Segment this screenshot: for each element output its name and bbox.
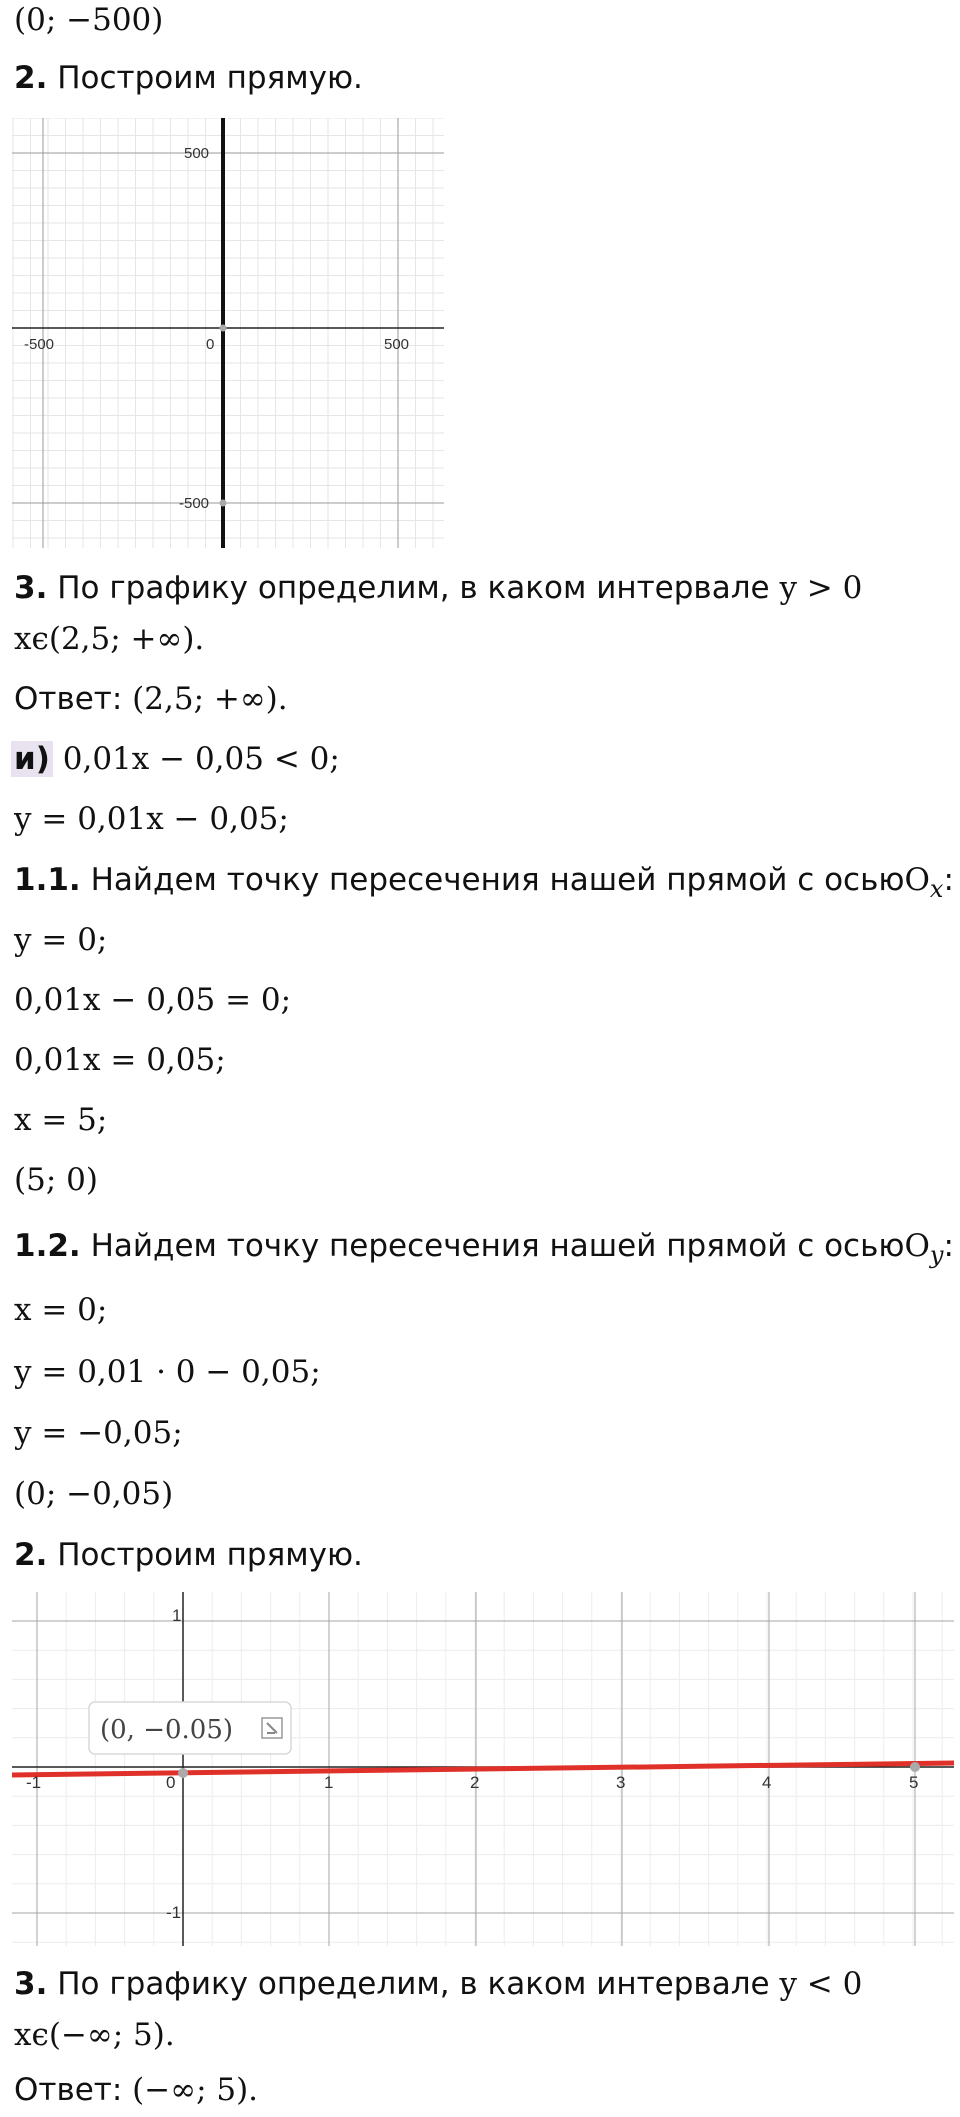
step-number: 3. — [14, 570, 48, 606]
graph-sloped-line — [12, 1592, 954, 1946]
graph2-point-tooltip[interactable] — [89, 1702, 291, 1754]
equation-line: y = −0,05; — [14, 1415, 183, 1451]
answer-label: Ответ: — [14, 681, 133, 717]
answer-value: (2,5; +∞). — [132, 681, 288, 717]
step-number: 1.1. — [14, 862, 81, 898]
graph1-xtick-0: 0 — [206, 336, 215, 353]
y-intercept-point: (0; −0,05) — [14, 1476, 174, 1512]
interval-result: xϵ(2,5; +∞). — [14, 621, 205, 657]
task-inequality: 0,01x − 0,05 < 0; — [62, 741, 340, 777]
function-definition: y = 0,01x − 0,05; — [14, 801, 289, 837]
graph2-xtick-5: 5 — [909, 1773, 919, 1792]
axis-subscript: x — [929, 875, 944, 904]
colon: : — [943, 862, 954, 898]
graph2-svg — [12, 1592, 954, 1946]
step-2-heading — [14, 58, 363, 98]
edit-label-icon[interactable] — [262, 1718, 282, 1738]
graph1-xtick-minus500: -500 — [24, 336, 55, 353]
step-condition: y < 0 — [779, 1966, 863, 2002]
step-3-heading — [14, 568, 862, 608]
equation-line: y = 0; — [14, 922, 108, 958]
answer-line — [14, 2070, 258, 2110]
graph2-xtick-minus1: -1 — [26, 1773, 42, 1792]
equation-line: 0,01x = 0,05; — [14, 1042, 226, 1078]
axis-name: O — [904, 1228, 930, 1264]
step-3-heading-second — [14, 1964, 862, 2004]
step-condition: y > 0 — [779, 570, 863, 606]
graph2-xtick-0: 0 — [166, 1773, 176, 1792]
task-i-heading — [14, 739, 340, 779]
graph1-xtick-500: 500 — [384, 336, 410, 353]
interval-result: xϵ(−∞; 5). — [14, 2017, 175, 2053]
step-1-1-heading — [14, 860, 954, 909]
answer-value: (−∞; 5). — [132, 2072, 259, 2108]
step-2-heading-second — [14, 1535, 363, 1575]
graph1-grid — [12, 118, 444, 548]
colon: : — [943, 1228, 954, 1264]
step-text: Найдем точку пересечения нашей прямой с осью — [90, 862, 905, 898]
graph2-xtick-4: 4 — [762, 1773, 772, 1792]
step-text: По графику определим, в каком интервале — [57, 570, 780, 606]
graph1-point-minus500 — [220, 500, 227, 507]
answer-line — [14, 679, 288, 719]
step-1-2-heading — [14, 1226, 954, 1275]
x-intercept-point: (5; 0) — [14, 1162, 98, 1198]
equation-line: x = 5; — [14, 1102, 108, 1138]
equation-line: x = 0; — [14, 1292, 108, 1328]
step-number: 2. — [14, 60, 48, 96]
graph-vertical-line — [12, 118, 444, 548]
step-text: Построим прямую. — [57, 60, 363, 96]
graph2-xtick-2: 2 — [470, 1773, 480, 1792]
tooltip-text: (0, −0.05) — [100, 1715, 234, 1745]
step-number: 2. — [14, 1537, 48, 1573]
task-label: и) — [11, 741, 53, 777]
step-text: Построим прямую. — [57, 1537, 363, 1573]
equation-line: y = 0,01 · 0 − 0,05; — [14, 1354, 321, 1390]
graph1-ytick-minus500: -500 — [179, 495, 210, 512]
equation-line: 0,01x − 0,05 = 0; — [14, 982, 292, 1018]
point-y-intercept-prev: (0; −500) — [14, 2, 164, 38]
graph2-ytick-minus1: -1 — [166, 1903, 182, 1922]
graph1-point-origin — [220, 325, 227, 332]
graph1-ytick-500: 500 — [184, 145, 210, 162]
graph2-ytick-1: 1 — [172, 1606, 182, 1625]
step-number: 3. — [14, 1966, 48, 2002]
graph2-xtick-3: 3 — [616, 1773, 626, 1792]
graph2-point-y-intercept — [178, 1768, 188, 1778]
step-text: Найдем точку пересечения нашей прямой с осью — [90, 1228, 905, 1264]
axis-subscript: y — [929, 1241, 944, 1270]
step-number: 1.2. — [14, 1228, 81, 1264]
graph2-xtick-1: 1 — [324, 1773, 334, 1792]
answer-label: Ответ: — [14, 2072, 133, 2108]
graph2-point-x-intercept — [910, 1762, 920, 1772]
graph1-svg — [12, 118, 444, 548]
axis-name: O — [904, 862, 930, 898]
step-text: По графику определим, в каком интервале — [57, 1966, 780, 2002]
